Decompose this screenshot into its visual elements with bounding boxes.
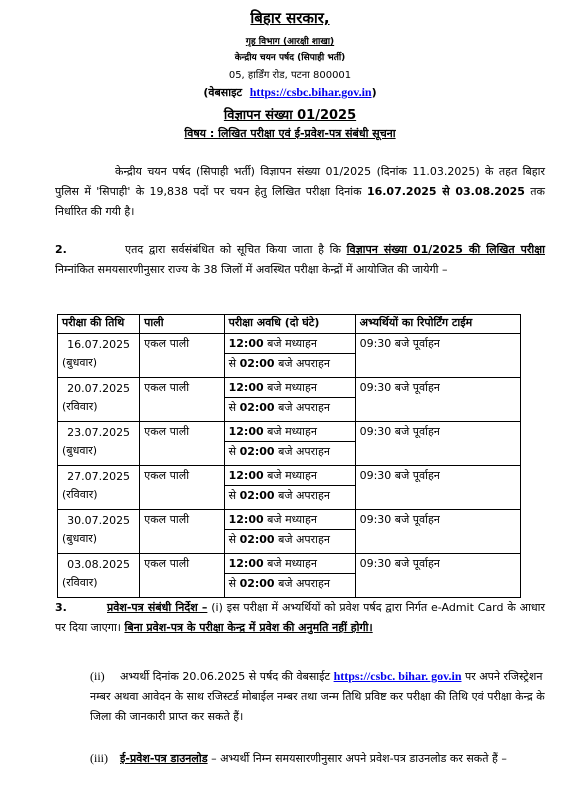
para2-text2: निम्नांकित समयसारणीनुसार राज्य के 38 जिलों में अवस्थित परीक्षा केन्द्रों में आयोजित की जायेगी – [55, 263, 448, 276]
shift-cell: एकल पाली [140, 466, 224, 510]
website-line [0, 85, 580, 100]
end-text: बजे अपराहन [274, 357, 330, 370]
end-text: बजे अपराहन [274, 445, 330, 458]
end-prefix: से [228, 489, 240, 502]
exam-date: 27.07.2025 [67, 470, 131, 483]
duration-cell [224, 510, 355, 554]
end-time: 02:00 [239, 577, 275, 590]
end-prefix: से [228, 445, 240, 458]
para1-text: केन्द्रीय चयन पर्षद (सिपाही भर्ती) विज्ञापन संख्या 01/2025 (दिनांक 11.03.2025) के तहत बिहार पुलिस में 'सिपाही' के 19,838 पदों पर चयन हेतु लिखित परीक्षा दिनांक [55, 165, 545, 198]
start-text: बजे मध्याहन [263, 557, 317, 570]
exam-day: (रविवार) [62, 488, 98, 501]
end-time: 02:00 [239, 445, 275, 458]
header-reporting: अभ्यर्थियों का रिपोर्टिंग टाईम [355, 315, 520, 334]
website-label: (वेबसाइट [203, 86, 243, 99]
header-shift: पाली [140, 315, 224, 334]
shift-cell: एकल पाली [140, 554, 224, 598]
paragraph-2 [55, 240, 545, 280]
start-time-line [225, 554, 355, 573]
end-prefix: से [228, 401, 240, 414]
subsection-ii [90, 666, 545, 727]
end-text: बजे अपराहन [274, 577, 330, 590]
table-row [58, 554, 521, 598]
end-text: बजे अपराहन [274, 401, 330, 414]
start-time-line [225, 378, 355, 397]
table-row [58, 378, 521, 422]
subsection-iii [90, 748, 545, 769]
start-time-line [225, 334, 355, 353]
exam-day: (बुधवार) [62, 444, 98, 457]
exam-date: 16.07.2025 [67, 338, 131, 351]
start-time: 12:00 [228, 381, 264, 394]
end-time-line [225, 573, 355, 593]
duration-cell [224, 334, 355, 378]
address-line: 05, हार्डिंग रोड, पटना 800001 [228, 70, 352, 81]
start-time-line [225, 466, 355, 485]
shift-cell: एकल पाली [140, 422, 224, 466]
subsection-iii-heading: ई-प्रवेश-पत्र डाउनलोड [120, 752, 208, 765]
subject-line: विषय : लिखित परीक्षा एवं ई-प्रवेश-पत्र संबंधी सूचना [184, 127, 396, 140]
duration-cell [224, 422, 355, 466]
end-time-line [225, 529, 355, 549]
exam-date: 23.07.2025 [67, 426, 131, 439]
header-date: परीक्षा की तिथि [58, 315, 140, 334]
start-text: बजे मध्याहन [263, 469, 317, 482]
table-row [58, 422, 521, 466]
subsection-ii-numeral: (ii) [90, 669, 105, 683]
para2-text1: एतद द्वारा सर्वसंबंधित को सूचित किया जाता है कि [125, 243, 347, 256]
para2-bold: विज्ञापन संख्या 01/2025 की लिखित परीक्षा [346, 243, 545, 256]
para1-tail: तक निर्धारित की गयी है। [55, 185, 545, 218]
end-text: बजे अपराहन [274, 489, 330, 502]
reporting-cell: 09:30 बजे पूर्वाहन [355, 378, 520, 422]
exam-day: (रविवार) [62, 576, 98, 589]
government-title: बिहार सरकार, [250, 9, 330, 27]
exam-day: (बुधवार) [62, 356, 98, 369]
start-text: बजे मध्याहन [263, 337, 317, 350]
subsection-iii-numeral: (iii) [90, 751, 108, 765]
start-time: 12:00 [228, 557, 264, 570]
duration-cell [224, 554, 355, 598]
date-cell [58, 422, 140, 466]
end-time: 02:00 [239, 489, 275, 502]
end-prefix: से [228, 577, 240, 590]
reporting-cell: 09:30 बजे पूर्वाहन [355, 334, 520, 378]
end-time-line [225, 397, 355, 417]
section3-number: 3. [55, 601, 67, 614]
table-row [58, 334, 521, 378]
date-cell [58, 466, 140, 510]
end-text: बजे अपराहन [274, 533, 330, 546]
end-prefix: से [228, 533, 240, 546]
para2-number: 2. [55, 243, 67, 256]
start-text: बजे मध्याहन [263, 381, 317, 394]
reporting-cell: 09:30 बजे पूर्वाहन [355, 510, 520, 554]
board-line: केन्द्रीय चयन पर्षद (सिपाही भर्ती) [234, 53, 346, 63]
start-time: 12:00 [228, 513, 264, 526]
end-time: 02:00 [239, 533, 275, 546]
end-prefix: से [228, 357, 240, 370]
reporting-cell: 09:30 बजे पूर्वाहन [355, 554, 520, 598]
exam-schedule-table [57, 314, 521, 598]
section3-heading: प्रवेश-पत्र संबंधी निर्देश – [107, 601, 208, 614]
table-header-row [58, 315, 521, 334]
section3-text: (i) इस परीक्षा में अभ्यर्थियों को प्रवेश पर्षद द्वारा निर्गत e-Admit Card के आधार पर दिया जाएगा। [55, 601, 545, 634]
paragraph-1 [55, 162, 545, 222]
exam-date: 03.08.2025 [67, 558, 131, 571]
subsection-iii-text: – अभ्यर्थी निम्न समयसारणीनुसार अपने प्रवेश-पत्र डाउनलोड कर सकते हैं – [207, 752, 507, 765]
duration-cell [224, 378, 355, 422]
section3-warning: बिना प्रवेश-पत्र के परीक्षा केन्द्र में प्रवेश की अनुमति नहीं होगी। [124, 621, 373, 634]
department-line: गृह विभाग (आरक्षी शाखा) [245, 37, 335, 47]
shift-cell: एकल पाली [140, 510, 224, 554]
end-time: 02:00 [239, 401, 275, 414]
exam-date: 20.07.2025 [67, 382, 131, 395]
start-time: 12:00 [228, 469, 264, 482]
para1-dates: 16.07.2025 से 03.08.2025 [366, 185, 525, 198]
table-row [58, 510, 521, 554]
csbc-website-link[interactable]: https://csbc. bihar. gov.in [333, 669, 462, 683]
reporting-cell: 09:30 बजे पूर्वाहन [355, 422, 520, 466]
start-time: 12:00 [228, 337, 264, 350]
subsection-ii-text2: पर अपने रजिस्ट्रेशन नम्बर अथवा आवेदन के साथ रजिस्टर्ड मोबाईल नम्बर तथा जन्म तिथि प्रविष्ट कर परीक्षा की तिथि एवं परीक्षा केन्द्र के जिला की जानकारी प्राप्त कर सकते हैं। [90, 670, 545, 723]
end-time-line [225, 353, 355, 373]
start-text: बजे मध्याहन [263, 425, 317, 438]
exam-day: (बुधवार) [62, 532, 98, 545]
duration-cell [224, 466, 355, 510]
date-cell [58, 510, 140, 554]
section-3 [55, 598, 545, 638]
end-time-line [225, 485, 355, 505]
start-text: बजे मध्याहन [263, 513, 317, 526]
website-link[interactable]: https://csbc.bihar.gov.in [249, 85, 372, 99]
exam-date: 30.07.2025 [67, 514, 131, 527]
start-time-line [225, 422, 355, 441]
shift-cell: एकल पाली [140, 334, 224, 378]
subsection-ii-text1: अभ्यर्थी दिनांक 20.06.2025 से पर्षद की वेबसाईट [120, 670, 334, 683]
shift-cell: एकल पाली [140, 378, 224, 422]
header-duration: परीक्षा अवधि (दो घंटे) [224, 315, 355, 334]
end-time: 02:00 [239, 357, 275, 370]
date-cell [58, 334, 140, 378]
table-row [58, 466, 521, 510]
date-cell [58, 378, 140, 422]
start-time-line [225, 510, 355, 529]
start-time: 12:00 [228, 425, 264, 438]
date-cell [58, 554, 140, 598]
end-time-line [225, 441, 355, 461]
exam-day: (रविवार) [62, 400, 98, 413]
reporting-cell: 09:30 बजे पूर्वाहन [355, 466, 520, 510]
notice-number: विज्ञापन संख्या 01/2025 [223, 108, 357, 123]
website-close: ) [371, 86, 377, 99]
